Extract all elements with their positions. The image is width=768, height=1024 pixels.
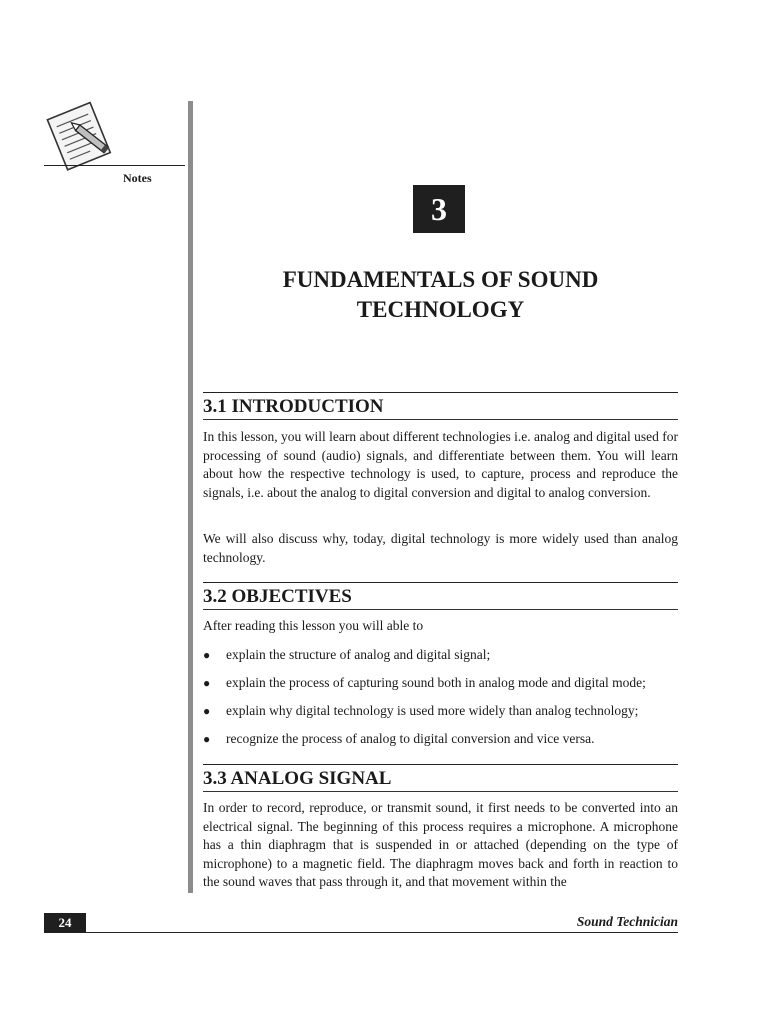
section-rule-top bbox=[203, 392, 678, 393]
bullet-dot-icon: ● bbox=[203, 732, 211, 746]
chapter-number: 3 bbox=[413, 185, 465, 233]
notes-label: Notes bbox=[123, 171, 152, 185]
section-rule-bottom bbox=[203, 791, 678, 792]
section-heading-objectives: 3.2 OBJECTIVES bbox=[203, 586, 352, 607]
margin-bar bbox=[188, 101, 193, 893]
notes-rule bbox=[44, 165, 185, 166]
paragraph-analog-signal: In order to record, reproduce, or transmit sound, it first needs to be converted into an electrical signal. The beginning of this process requires a microphone. A microphone has a thin diaphragm that is suspended in or attached (depending on the type of microphone) to a magnetic field. The diaphragm moves back and forth in reaction to the sound waves that pass through it, and that movement within the bbox=[203, 800, 678, 889]
paragraph-introduction-2: We will also discuss why, today, digital technology is more widely used than analog technology. bbox=[203, 531, 678, 565]
section-rule-top bbox=[203, 582, 678, 583]
bullet-dot-icon: ● bbox=[203, 648, 211, 662]
section-heading-analog-signal: 3.3 ANALOG SIGNAL bbox=[203, 768, 392, 789]
bullet-dot-icon: ● bbox=[203, 704, 211, 718]
section-rule-top bbox=[203, 764, 678, 765]
section-rule-bottom bbox=[203, 609, 678, 610]
section-heading-introduction: 3.1 INTRODUCTION bbox=[203, 396, 384, 417]
objectives-intro: After reading this lesson you will able to bbox=[203, 618, 424, 633]
bullet-dot-icon: ● bbox=[203, 676, 211, 690]
paragraph-introduction-1: In this lesson, you will learn about different technologies i.e. analog and digital used for processing of sound (audio) signals, and differentiate between them. You will learn about how the respective technology is used, to capture, process and reproduce the signals, i.e. about the analog to digital conversion and digital to analog conversion. bbox=[203, 429, 678, 500]
footer-rule bbox=[44, 932, 678, 933]
section-rule-bottom bbox=[203, 419, 678, 420]
notes-icon bbox=[44, 98, 120, 174]
running-footer-title: Sound Technician bbox=[576, 914, 678, 929]
chapter-title: FUNDAMENTALS OF SOUND TECHNOLOGY bbox=[282, 267, 599, 322]
page-number: 24 bbox=[44, 913, 86, 932]
